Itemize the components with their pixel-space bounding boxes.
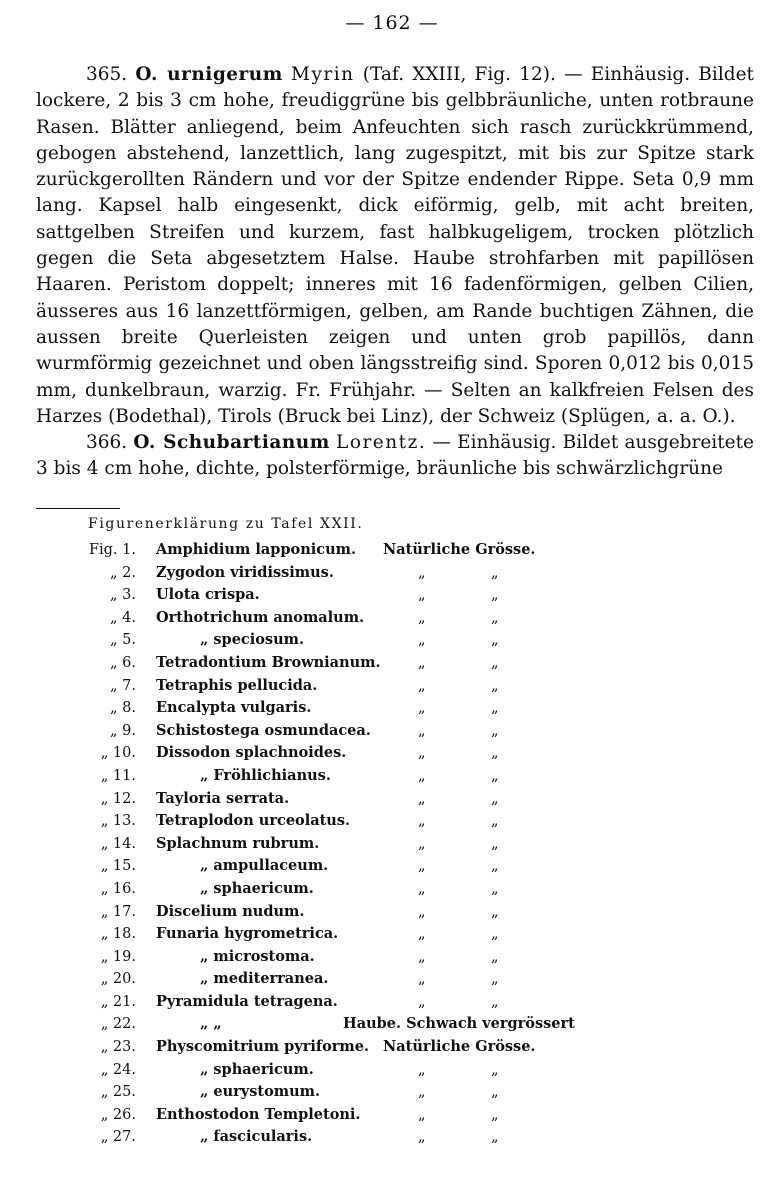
- species-name: „ speciosum.: [200, 631, 305, 649]
- figure-legend-row: [88, 901, 608, 924]
- ditto-mark: „: [491, 971, 499, 988]
- species-name: Pyramidula tetragena.: [156, 992, 338, 1010]
- ditto-mark: „: [418, 790, 426, 807]
- ditto-mark: „: [491, 858, 499, 875]
- species-description: (Taf. XXIII, Fig. 12). — Einhäusig. Bildet lockere, 2 bis 3 cm hohe, freudiggrüne bis gelbbräunliche, unten rotbraune Rasen. Blätter anliegend, beim Anfeuchten sich rasch zurückkrümmend, gebogen abstehend, lanzettlich, lang zugespitzt, mit bis zur Spitze stark zurückgerollten Rändern und vor der Spitze endender Rippe. Seta 0,9 mm lang. Kapsel halb eingesenkt, dick eiförmig, gelb, mit acht breiten, sattgelben Streifen und kurzem, fast halbkugeligem, trocken plötzlich gegen die Seta abgesetztem Halse. Haube strohfarben mit papillösen Haaren. Peristom doppelt; inneres mit 16 fadenförmigen, gelben Cilien, äusseres aus 16 lanzettförmigen, gelben, am Rande buchtigen Zähnen, die aussen breite Querleisten zeigen und unten grob papillös, dann wurmförmig gezeichnet und oben längsstreifig sind. Sporen 0,012 bis 0,015 mm, dunkelbraun, warzig. Fr. Frühjahr. — Selten an kalkfreien Felsen des Harzes (Bodethal), Tirols (Bruck bei Linz), der Schweiz (Splügen, a. a. O.).: [36, 64, 754, 427]
- figure-legend-row: [88, 1013, 608, 1036]
- ditto-mark: „: [418, 858, 426, 875]
- ditto-mark: „: [491, 722, 499, 739]
- species-name: Encalypta vulgaris.: [156, 699, 312, 717]
- figure-number: „ 24.: [100, 1061, 136, 1078]
- figure-number: „ 25.: [100, 1084, 136, 1101]
- ditto-mark: „: [418, 745, 426, 762]
- ditto-mark: „: [491, 564, 499, 581]
- ditto-mark: „: [418, 971, 426, 988]
- figure-legend-row: [88, 1104, 608, 1127]
- species-name: Tetraphis pellucida.: [156, 676, 318, 694]
- ditto-mark: „: [418, 903, 426, 920]
- ditto-mark: „: [418, 722, 426, 739]
- ditto-mark: „: [491, 632, 499, 649]
- ditto-mark: „: [418, 813, 426, 830]
- ditto-mark: „: [418, 587, 426, 604]
- ditto-mark: „: [491, 654, 499, 671]
- ditto-mark: „: [491, 813, 499, 830]
- figure-number: „ 26.: [100, 1106, 136, 1123]
- figure-legend-row: [88, 1036, 608, 1059]
- species-name: Physcomitrium pyriforme.: [156, 1038, 370, 1056]
- ditto-mark: „: [491, 745, 499, 762]
- species-name: „ sphaericum.: [200, 1060, 314, 1078]
- magnification-note: Natürliche Grösse.: [383, 1038, 536, 1056]
- ditto-mark: „: [418, 993, 426, 1010]
- figure-number: „ 13.: [100, 813, 136, 830]
- figure-number: „ 10.: [100, 745, 136, 762]
- species-name: Tetraplodon urceolatus.: [156, 812, 351, 830]
- figure-number: „ 15.: [100, 858, 136, 875]
- species-name: Amphidium lapponicum.: [156, 541, 357, 558]
- species-name: „ „: [200, 1015, 222, 1033]
- figure-number: „ 9.: [110, 722, 136, 739]
- figure-number: „ 21.: [100, 993, 136, 1010]
- species-name: O. Schubartianum: [133, 432, 330, 454]
- figure-number: „ 16.: [100, 880, 136, 897]
- figure-number: „ 11.: [100, 767, 136, 784]
- species-number: 365.: [86, 64, 128, 85]
- species-name: „ eurystomum.: [200, 1083, 321, 1101]
- figure-legend-row: [88, 697, 608, 720]
- body-text: [36, 62, 754, 483]
- species-name: Orthotrichum anomalum.: [156, 608, 365, 626]
- species-name: „ mediterranea.: [200, 970, 329, 988]
- figure-number: „ 5.: [110, 632, 136, 649]
- figure-number: „ 8.: [110, 700, 136, 717]
- figure-number: „ 23.: [100, 1039, 136, 1056]
- ditto-mark: „: [491, 948, 499, 965]
- figure-legend-row: [88, 788, 608, 811]
- figure-legend-row: [88, 1081, 608, 1104]
- figure-legend-table: [88, 539, 608, 1149]
- ditto-mark: „: [491, 700, 499, 717]
- species-paragraph-365: [36, 62, 754, 430]
- figure-legend-row: [88, 584, 608, 607]
- species-description: — Einhäusig. Bildet ausgebreitete 3 bis 4 cm hohe, dichte, polsterförmige, bräunliche bis schwärzlichgrüne: [36, 432, 754, 480]
- figure-number: „ 6.: [110, 654, 136, 671]
- ditto-mark: „: [418, 835, 426, 852]
- ditto-mark: „: [491, 1106, 499, 1123]
- ditto-mark: „: [418, 1129, 426, 1146]
- species-name: „ ampullaceum.: [200, 857, 329, 875]
- ditto-mark: „: [418, 677, 426, 694]
- ditto-mark: „: [418, 880, 426, 897]
- ditto-mark: „: [491, 790, 499, 807]
- page-number: — 162 —: [345, 12, 439, 34]
- figure-legend-row: [88, 946, 608, 969]
- ditto-mark: „: [418, 1061, 426, 1078]
- figure-number: „ 18.: [100, 926, 136, 943]
- species-name: Dissodon splachnoides.: [156, 744, 347, 762]
- species-name: Ulota crispa.: [156, 586, 260, 604]
- species-name: O. urnigerum: [135, 64, 283, 85]
- figure-legend-row: [88, 562, 608, 585]
- figure-legend-row: [88, 675, 608, 698]
- figure-legend-row: [88, 652, 608, 675]
- ditto-mark: „: [491, 677, 499, 694]
- species-name: „ microstoma.: [200, 947, 315, 965]
- ditto-mark: „: [491, 903, 499, 920]
- ditto-mark: „: [491, 587, 499, 604]
- species-name: Discelium nudum.: [156, 902, 305, 920]
- figure-legend-row: [88, 991, 608, 1014]
- figure-legend-row: [88, 855, 608, 878]
- ditto-mark: „: [491, 609, 499, 626]
- figure-number: Fig. 1.: [88, 542, 136, 558]
- figure-legend-row: [88, 923, 608, 946]
- ditto-mark: „: [418, 1106, 426, 1123]
- ditto-mark: „: [491, 926, 499, 943]
- ditto-mark: „: [418, 564, 426, 581]
- figure-legend-row: [88, 539, 608, 562]
- figure-legend-row: [88, 720, 608, 743]
- ditto-mark: „: [491, 1061, 499, 1078]
- ditto-mark: „: [491, 993, 499, 1010]
- species-name: „ Fröhlichianus.: [200, 766, 331, 784]
- figure-legend-row: [88, 878, 608, 901]
- ditto-mark: „: [418, 632, 426, 649]
- species-name: Schistostega osmundacea.: [156, 721, 371, 739]
- species-author: Myrin: [291, 64, 355, 85]
- figure-legend-row: [88, 1126, 608, 1149]
- ditto-mark: „: [418, 1084, 426, 1101]
- figure-legend-row: [88, 629, 608, 652]
- figure-number: „ 19.: [100, 948, 136, 965]
- magnification-note: Haube. Schwach vergrössert: [343, 1015, 575, 1033]
- species-name: Splachnum rubrum.: [156, 834, 320, 852]
- species-name: „ fascicularis.: [200, 1128, 313, 1146]
- species-name: „ sphaericum.: [200, 879, 314, 897]
- ditto-mark: „: [491, 767, 499, 784]
- ditto-mark: „: [418, 767, 426, 784]
- species-name: Enthostodon Templetoni.: [156, 1105, 361, 1123]
- species-name: Tetradontium Brownianum.: [156, 653, 381, 671]
- figure-number: „ 12.: [100, 790, 136, 807]
- ditto-mark: „: [491, 1084, 499, 1101]
- species-name: Tayloria serrata.: [156, 789, 290, 807]
- figure-legend-row: [88, 810, 608, 833]
- species-name: Zygodon viridissimus.: [156, 563, 334, 581]
- ditto-mark: „: [418, 926, 426, 943]
- figure-number: „ 2.: [110, 564, 136, 581]
- ditto-mark: „: [418, 700, 426, 717]
- figure-number: „ 14.: [100, 835, 136, 852]
- figure-number: „ 22.: [100, 1016, 136, 1033]
- figure-number: „ 20.: [100, 971, 136, 988]
- figure-legend-row: [88, 765, 608, 788]
- figure-legend-row: [88, 1059, 608, 1082]
- figure-legend-heading: Figurenerklärung zu Tafel XXII.: [88, 516, 364, 532]
- species-number: 366.: [86, 432, 128, 454]
- figure-legend-row: [88, 607, 608, 630]
- ditto-mark: „: [418, 654, 426, 671]
- figure-number: „ 3.: [110, 587, 136, 604]
- species-paragraph-366: [36, 430, 754, 483]
- figure-number: „ 4.: [110, 609, 136, 626]
- ditto-mark: „: [491, 880, 499, 897]
- ditto-mark: „: [491, 1129, 499, 1146]
- magnification-note: Natürliche Grösse.: [383, 541, 536, 558]
- ditto-mark: „: [418, 948, 426, 965]
- species-author: Lorentz.: [336, 432, 427, 454]
- figure-legend-row: [88, 833, 608, 856]
- figure-number: „ 17.: [100, 903, 136, 920]
- figure-number: „ 27.: [100, 1129, 136, 1146]
- footnote-divider: [36, 508, 120, 509]
- figure-number: „ 7.: [110, 677, 136, 694]
- species-name: Funaria hygrometrica.: [156, 925, 339, 943]
- ditto-mark: „: [418, 609, 426, 626]
- figure-legend-row: [88, 742, 608, 765]
- ditto-mark: „: [491, 835, 499, 852]
- figure-legend-row: [88, 968, 608, 991]
